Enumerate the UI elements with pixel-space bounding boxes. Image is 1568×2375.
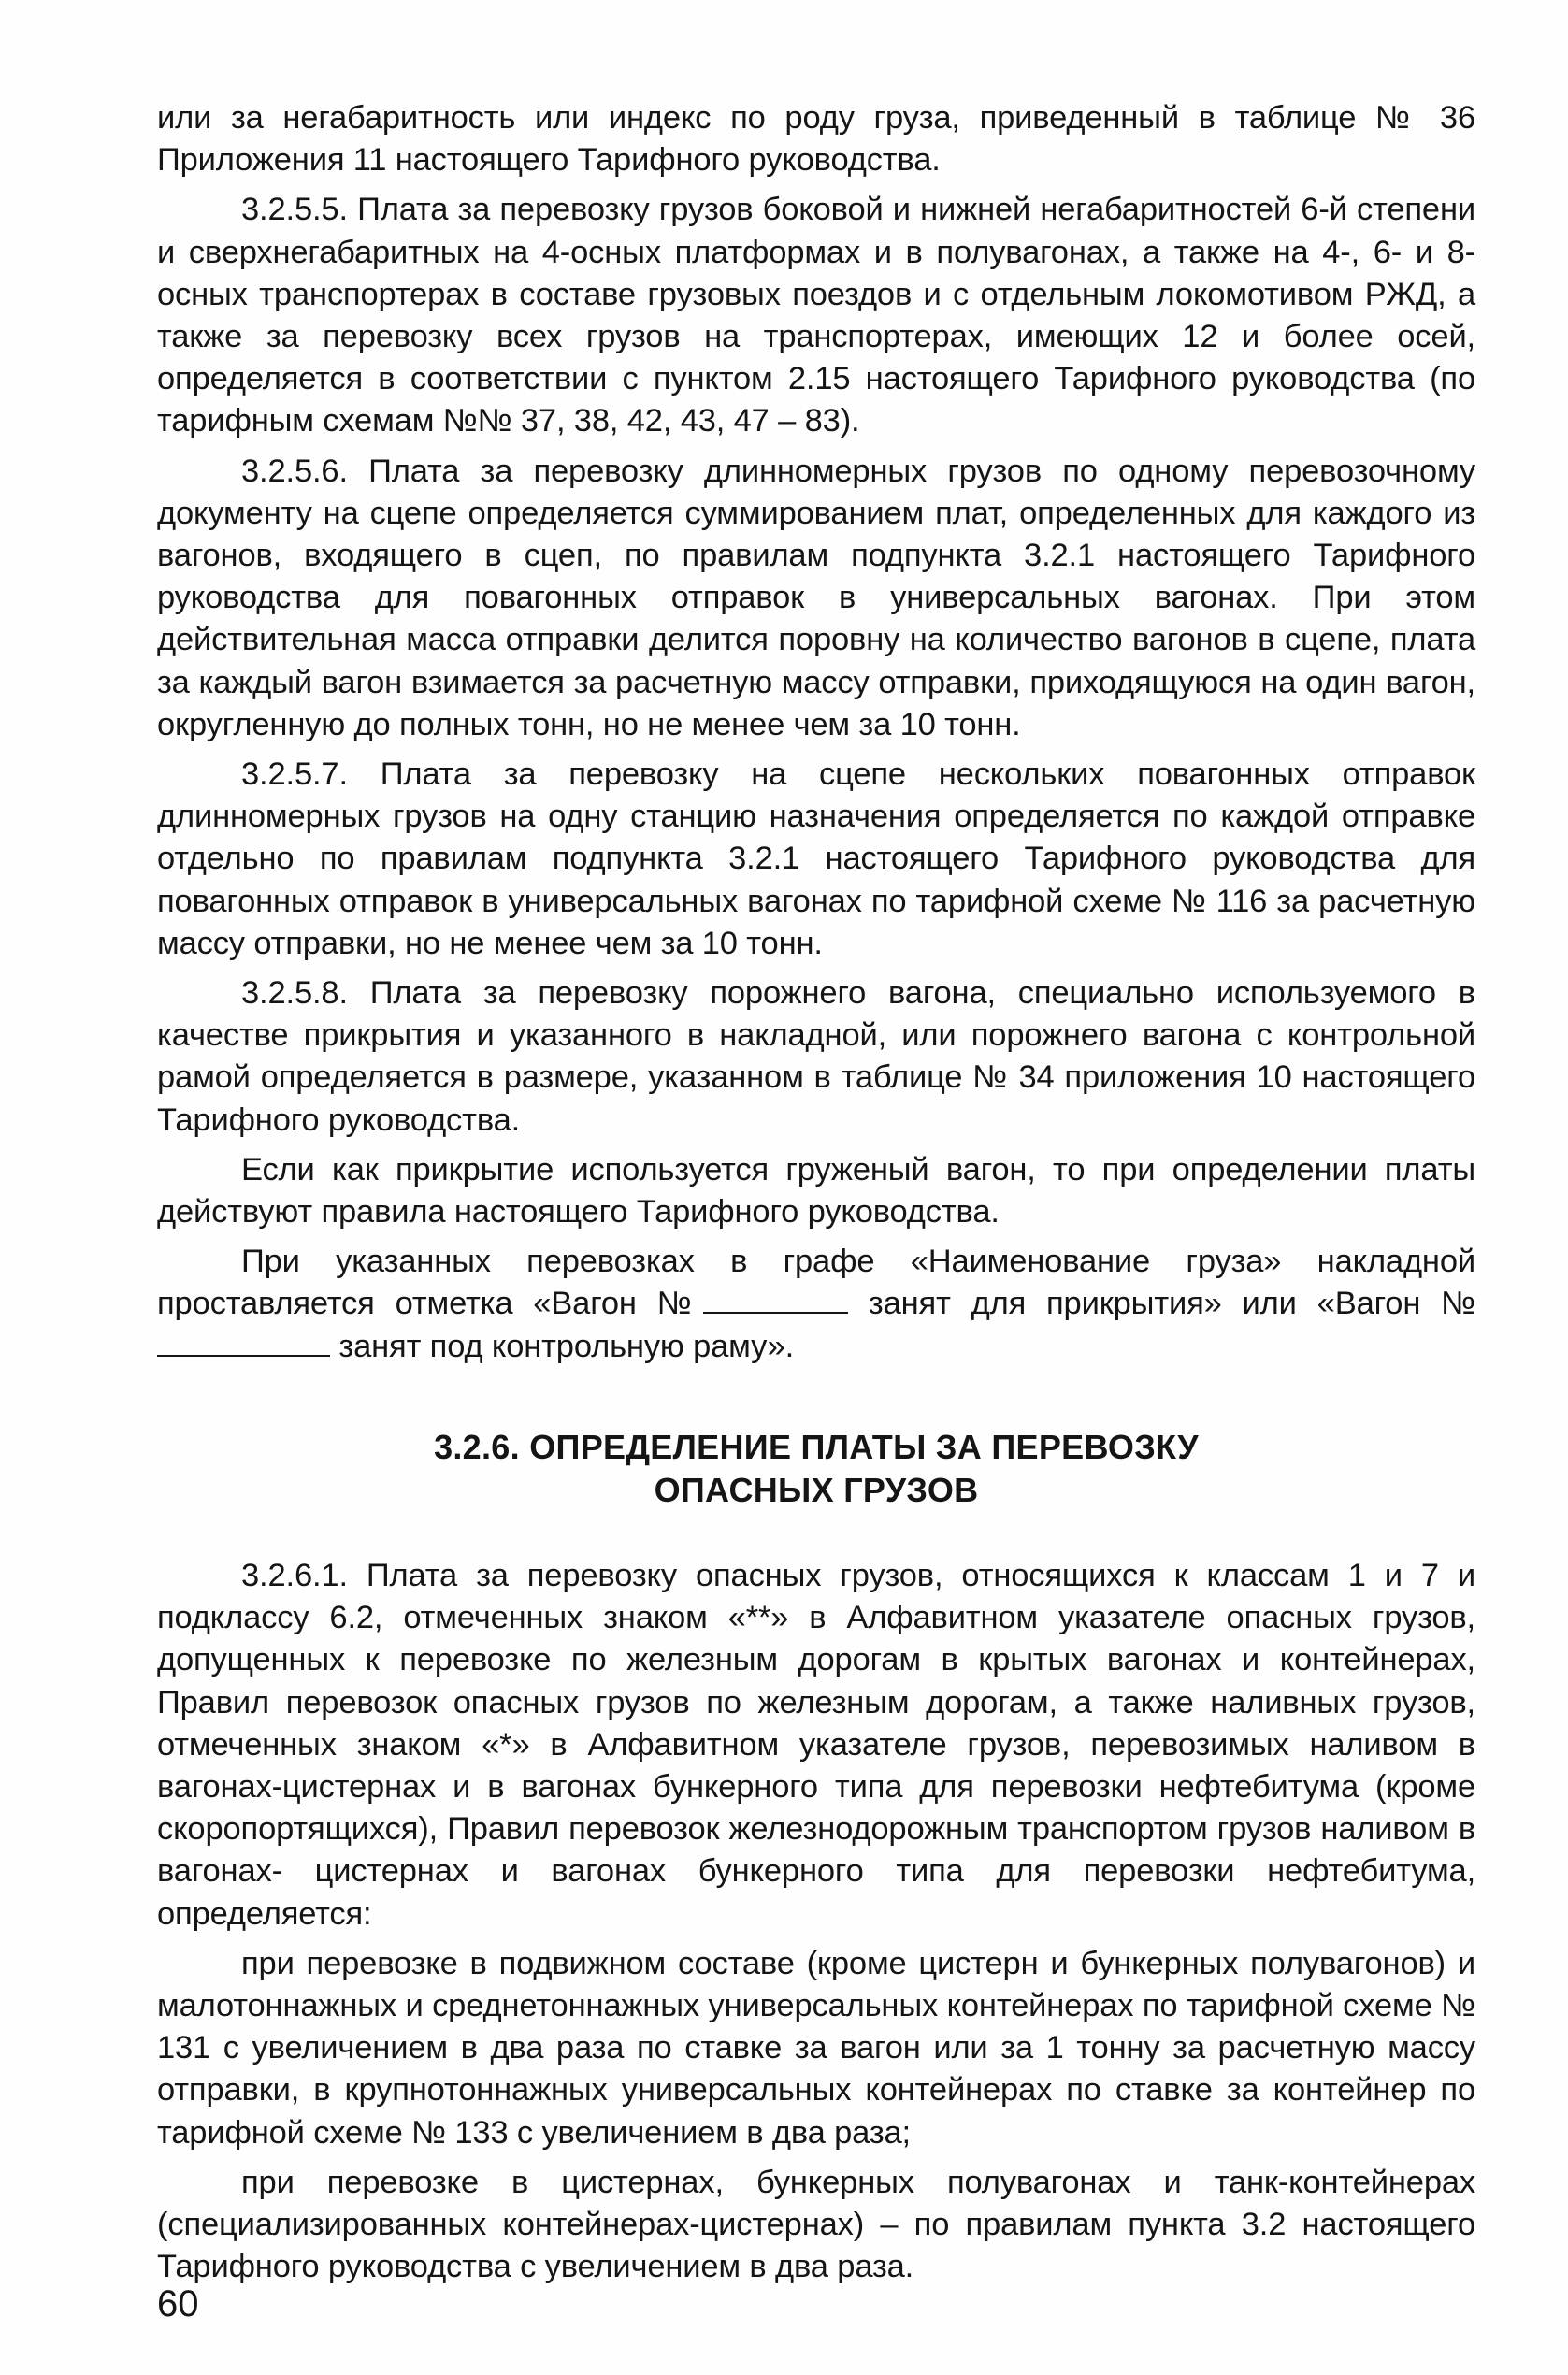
- paragraph-3-2-5-8: 3.2.5.8. Плата за перевозку порожнего вагона, специально используемого в качестве прикрытия и указанного в накладной, или порожнего вагона с контрольной рамой определяется в размере, указанном в таблице № 34 приложения 10 настоящего Тарифного руководства.: [157, 975, 1475, 1138]
- paragraph-3-2-5-5: 3.2.5.5. Плата за перевозку грузов боковой и нижней негабаритностей 6-й степени и сверхнегабаритных на 4-осных платформах и в полувагонах, а также на 4-, 6- и 8-осных транспортерах в составе грузовых поездов и с отдельным локомотивом РЖД, а также за перевозку всех грузов на транспортерах, имеющих 12 и более осей, определяется в соответствии с пунктом 2.15 настоящего Тарифного руководства (по тарифным схемам №№ 37, 38, 42, 43, 47 – 83).: [157, 192, 1475, 439]
- blank-line: [157, 1327, 330, 1357]
- section-heading: [157, 1426, 1475, 1512]
- paragraph-continuation: или за негабаритность или индекс по роду груза, приведенный в таблице № 36 Приложения 11 настоящего Тарифного руководства.: [157, 100, 1475, 179]
- marking-text-part3: занят под контрольную раму».: [330, 1328, 795, 1364]
- section-heading-line1: 3.2.6. ОПРЕДЕЛЕНИЕ ПЛАТЫ ЗА ПЕРЕВОЗКУ: [434, 1427, 1199, 1466]
- page-number: 60: [157, 2283, 199, 2325]
- paragraph-tanks: при перевозке в цистернах, бункерных полувагонах и танк-контейнерах (специализированных контейнерах-цистернах) – по правилам пункта 3.2 настоящего Тарифного руководства с увеличением в два раза.: [157, 2164, 1475, 2285]
- paragraph-rolling-stock: при перевозке в подвижном составе (кроме цистерн и бункерных полувагонов) и малотоннажных и среднетоннажных универсальных контейнерах по тарифной схеме № 131 с увеличением в два раза по ставке за вагон или за 1 тонну за расчетную массу отправки, в крупнотоннажных универсальных контейнерах по ставке за контейнер по тарифной схеме № 133 с увеличением в два раза;: [157, 1945, 1475, 2151]
- paragraph-3-2-5-6: 3.2.5.6. Плата за перевозку длинномерных грузов по одному перевозочному документу на сцепе определяется суммированием плат, определенных для каждого из вагонов, входящего в сцеп, по правилам подпункта 3.2.1 настоящего Тарифного руководства для повагонных отправок в универсальных вагонах. При этом действительная масса отправки делится поровну на количество вагонов в сцепе, плата за каждый вагон взимается за расчетную массу отправки, приходящуюся на один вагон, округленную до полных тонн, но не менее чем за 10 тонн.: [157, 453, 1475, 742]
- paragraph-3-2-5-7: 3.2.5.7. Плата за перевозку на сцепе нескольких повагонных отправок длинномерных грузов на одну станцию назначения определяется по каждой отправке отдельно по правилам подпункта 3.2.1 настоящего Тарифного руководства для повагонных отправок в универсальных вагонах по тарифной схеме № 116 за расчетную массу отправки, но не менее чем за 10 тонн.: [157, 756, 1475, 961]
- page-content: [157, 97, 1475, 2288]
- paragraph-loaded-wagon: Если как прикрытие используется груженый вагон, то при определении платы действуют правила настоящего Тарифного руководства.: [157, 1151, 1475, 1231]
- blank-line: [703, 1284, 848, 1314]
- paragraph-marking: [157, 1241, 1475, 1368]
- marking-text-part1: При указанных перевозках в графе «Наименование груза» накладной проставляется отметка «Вагон №: [157, 1244, 1475, 1322]
- paragraph-3-2-6-1: 3.2.6.1. Плата за перевозку опасных грузов, относящихся к классам 1 и 7 и подклассу 6.2, отмеченных знаком «**» в Алфавитном указателе опасных грузов, допущенных к перевозке по железным дорогам в крытых вагонах и контейнерах, Правил перевозок опасных грузов по железным дорогам, а также наливных грузов, отмеченных знаком «*» в Алфавитном указателе грузов, перевозимых наливом в вагонах-цистернах и в вагонах бункерного типа для перевозки нефтебитума (кроме скоропортящихся), Правил перевозок железнодорожным транспортом грузов наливом в вагонах- цистернах и вагонах бункерного типа для перевозки нефтебитума, определяется:: [157, 1557, 1475, 1932]
- section-heading-line2: ОПАСНЫХ ГРУЗОВ: [654, 1470, 979, 1509]
- marking-text-part2: занят для прикрытия» или «Вагон №: [848, 1286, 1475, 1322]
